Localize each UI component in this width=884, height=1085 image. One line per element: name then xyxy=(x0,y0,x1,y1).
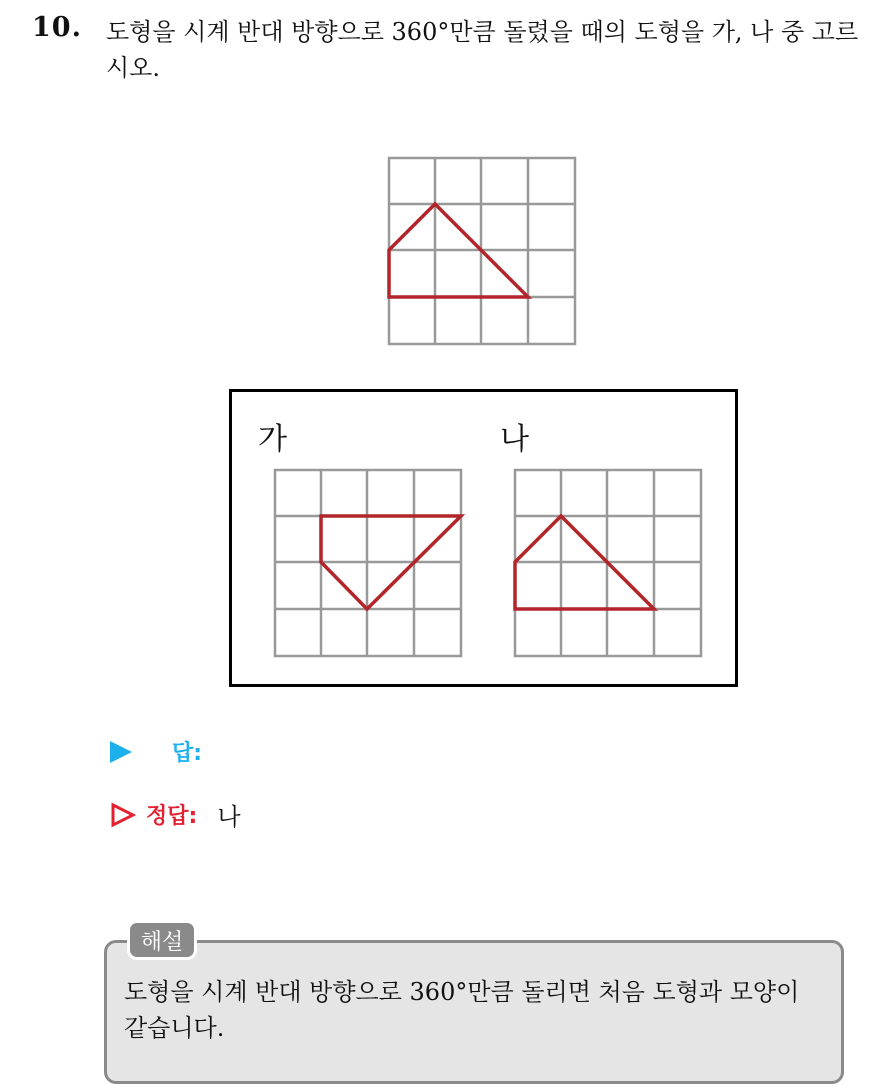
choice-label-ga: 가 xyxy=(258,422,287,457)
question-number: 10. xyxy=(32,12,82,43)
correct-answer-value: 나 xyxy=(217,803,241,831)
outline-triangle-icon xyxy=(110,802,136,828)
answer-row xyxy=(110,736,222,767)
question-text: 도형을 시계 반대 방향으로 360°만큼 돌렸을 때의 도형을 가, 나 중 고르시오. xyxy=(106,18,859,82)
original-figure xyxy=(388,157,576,345)
choice-figure-na xyxy=(514,469,702,657)
answer-label: 답: xyxy=(172,741,203,766)
choice-figure-ga xyxy=(274,469,462,657)
choice-label-na: 나 xyxy=(500,422,529,457)
explanation-text: 도형을 시계 반대 방향으로 360°만큼 돌리면 처음 도형과 모양이 같습니다. xyxy=(124,978,800,1042)
play-triangle-icon xyxy=(110,741,132,763)
correct-answer-label: 정답: xyxy=(146,804,198,829)
explanation-tag: 해설 xyxy=(127,920,197,960)
grid xyxy=(275,470,461,656)
correct-answer-row xyxy=(110,797,241,832)
